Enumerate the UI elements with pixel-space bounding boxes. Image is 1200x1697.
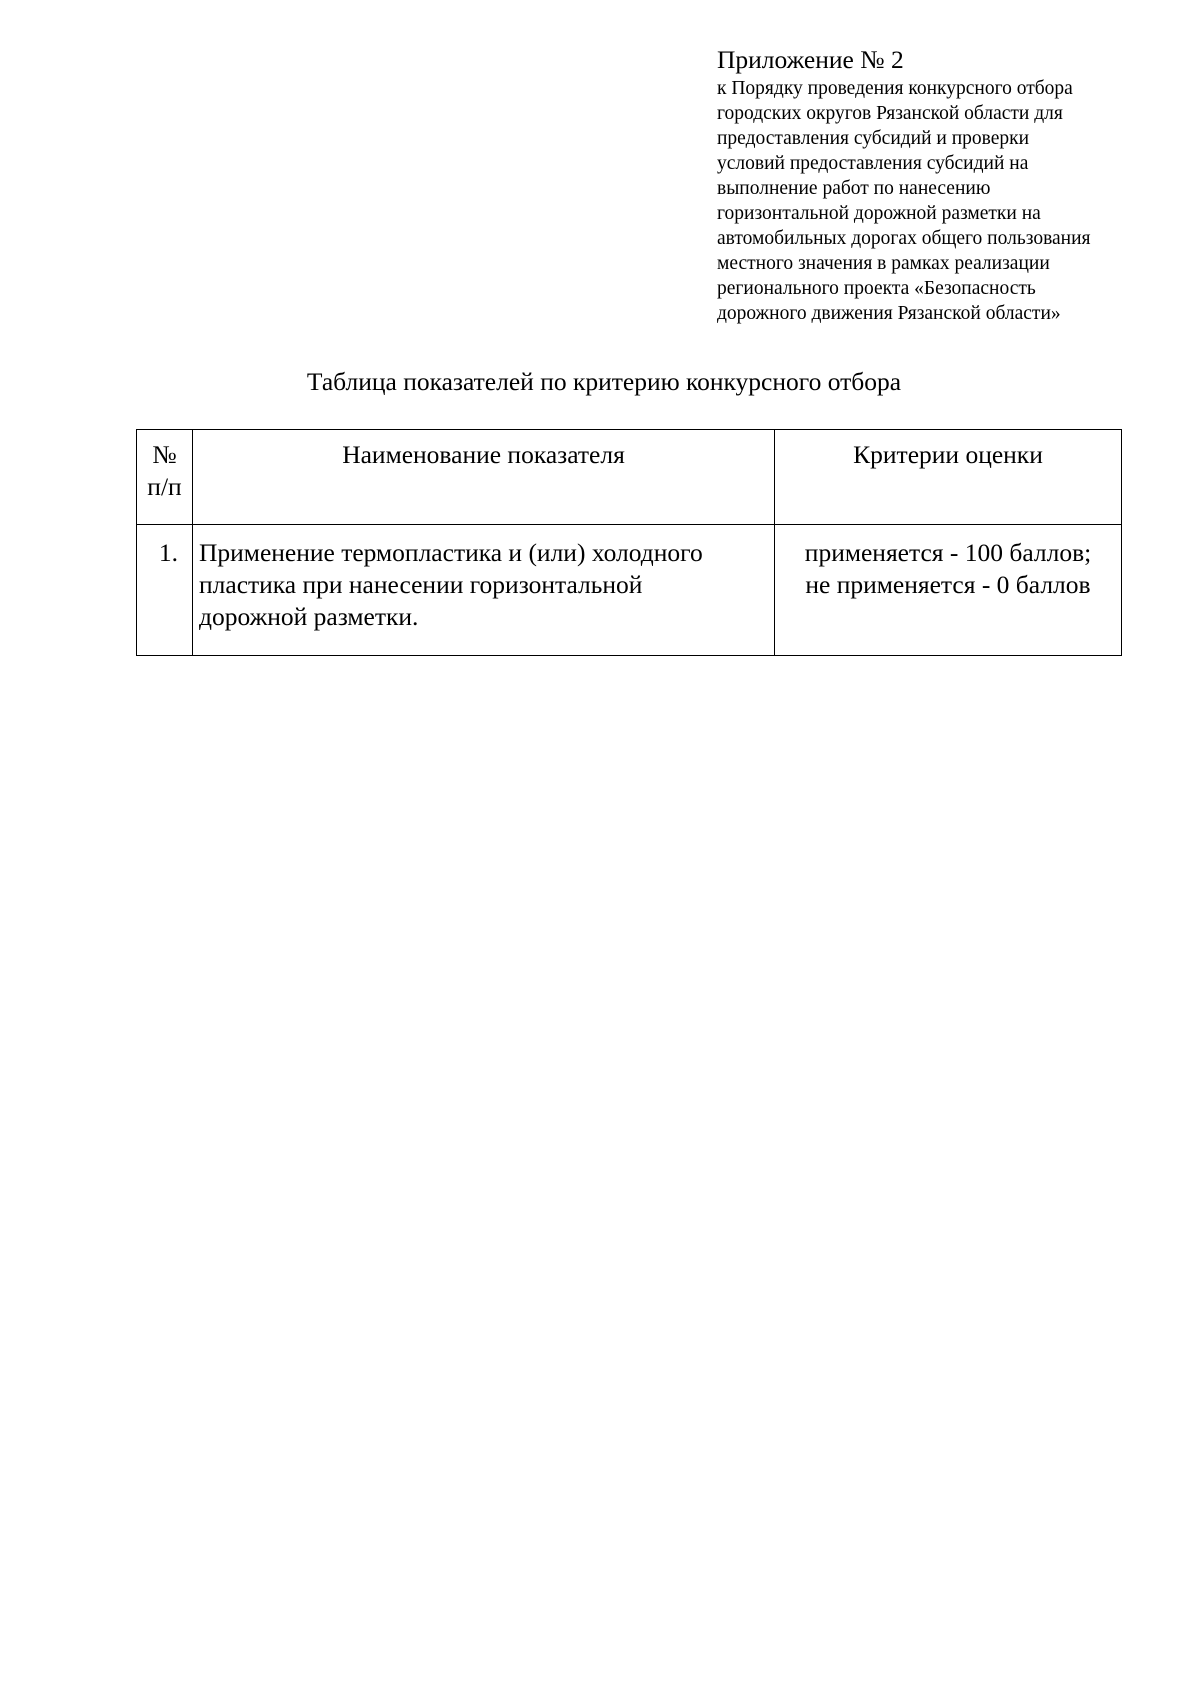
table-row: [137, 525, 1122, 656]
indicator-line: пластика при нанесении горизонтальной: [199, 570, 643, 599]
row-number: 1.: [137, 525, 193, 656]
header-number-abbrev: п/п: [147, 472, 182, 501]
indicator-line: Применение термопластика и (или) холодного: [199, 538, 703, 567]
appendix-subtitle-line: дорожного движения Рязанской области»: [717, 303, 1061, 324]
header-indicator-name: Наименование показателя: [193, 430, 775, 525]
appendix-header: [717, 46, 1157, 326]
appendix-subtitle-line: регионального проекта «Безопасность: [717, 278, 1036, 299]
appendix-subtitle-line: городских округов Рязанской области для: [717, 103, 1063, 124]
criteria-line: не применяется - 0 баллов: [805, 570, 1091, 599]
header-criteria: Критерии оценки: [775, 430, 1122, 525]
header-number-sign: №: [152, 440, 177, 469]
appendix-title: Приложение № 2: [717, 45, 904, 74]
appendix-subtitle-line: местного значения в рамках реализации: [717, 253, 1050, 274]
appendix-subtitle-line: к Порядку проведения конкурсного отбора: [717, 78, 1073, 99]
appendix-subtitle-line: горизонтальной дорожной разметки на: [717, 203, 1041, 224]
header-number: [137, 430, 193, 525]
criteria-line: применяется - 100 баллов;: [804, 538, 1092, 567]
appendix-subtitle-line: условий предоставления субсидий на: [717, 153, 1029, 174]
row-indicator-name: [193, 525, 775, 656]
appendix-subtitle-line: выполнение работ по нанесению: [717, 178, 991, 199]
table-header-row: [137, 430, 1122, 525]
appendix-subtitle-line: предоставления субсидий и проверки: [717, 128, 1030, 149]
appendix-subtitle: [717, 76, 1157, 326]
criteria-table: [136, 429, 1122, 656]
indicator-line: дорожной разметки.: [199, 602, 419, 631]
table-caption: Таблица показателей по критерию конкурсного отбора: [306, 367, 902, 396]
appendix-subtitle-line: автомобильных дорогах общего пользования: [717, 228, 1091, 249]
row-criteria: [775, 525, 1122, 656]
